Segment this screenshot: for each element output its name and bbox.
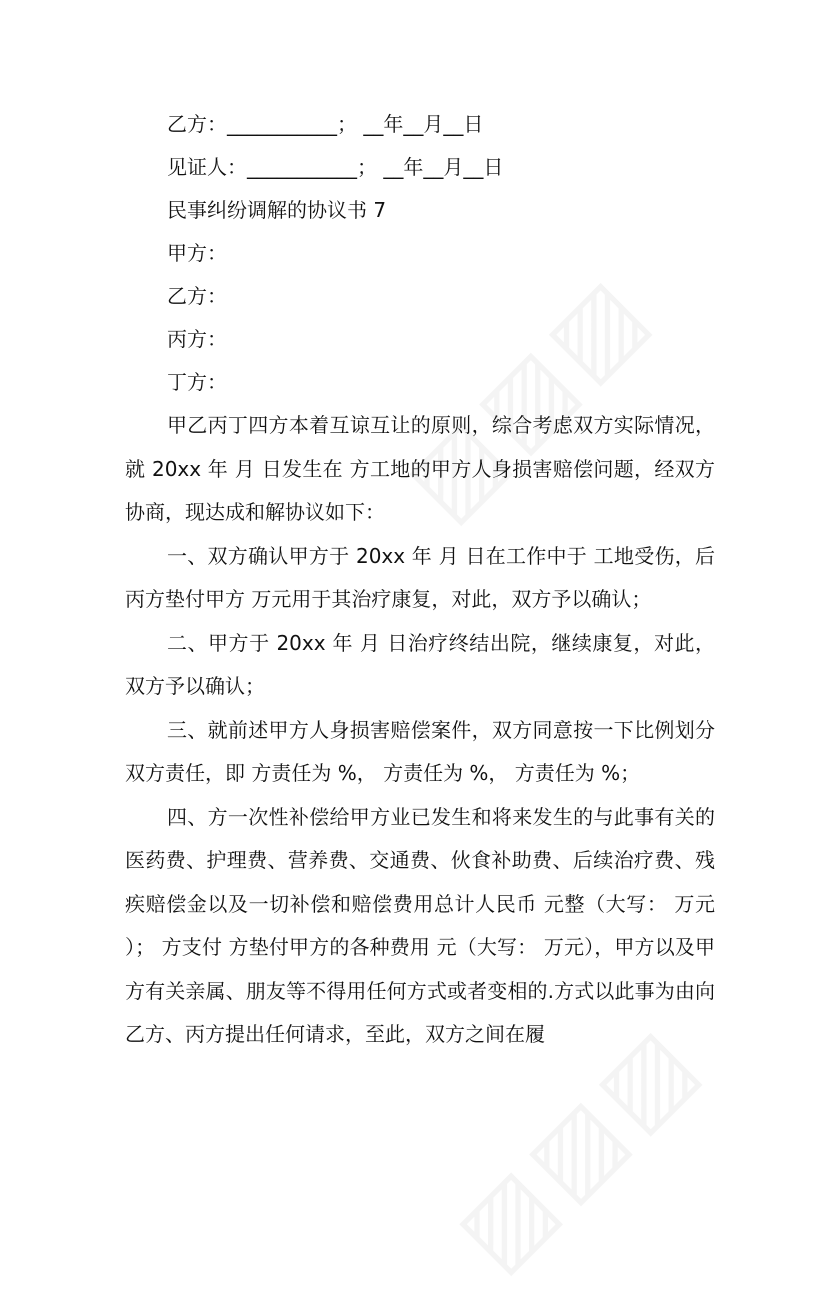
document-body — [125, 103, 715, 1057]
paragraph-intro: 甲乙丙丁四方本着互谅互让的原则，综合考虑双方实际情况，就 20xx 年 月 日发生在 方工地的甲方人身损害赔偿问题，经双方协商，现达成和解协议如下： — [125, 413, 715, 524]
paragraph-clause-2: 二、甲方于 20xx 年 月 日治疗终结出院，继续康复，对此，双方予以确认； — [125, 630, 715, 698]
paragraph-clause-4: 四、方一次性补偿给甲方业已发生和将来发生的与此事有关的医药费、护理费、营养费、交通费、伙食补助费、后续治疗费、残疾赔偿金以及一切补偿和赔偿费用总计人民币 元整（大写： 万元 ）； 方支付 方垫付甲方的各种费用 元（大写： 万元），甲方以及甲方有关亲属、朋友等不得用任何方式或者变相的.方式以此事为由向乙方、丙方提出任何请求，至此，双方之间在履 — [125, 804, 715, 1046]
signature-party-b: 乙方：___________； __年__月__日 — [167, 112, 484, 136]
agreement-title: 民事纠纷调解的协议书 7 — [167, 198, 387, 222]
paragraph-clause-1: 一、双方确认甲方于 20xx 年 月 日在工作中于 工地受伤，后丙方垫付甲方 万元用于其治疗康复，对此，双方予以确认； — [125, 543, 715, 611]
party-a-line: 甲方： — [167, 241, 227, 265]
signature-witness: 见证人：___________； __年__月__日 — [167, 155, 504, 179]
paragraph-clause-3: 三、就前述甲方人身损害赔偿案件，双方同意按一下比例划分双方责任，即 方责任为 %， 方责任为 %， 方责任为 %； — [125, 717, 715, 785]
party-c-line: 丙方： — [167, 327, 227, 351]
party-b-line: 乙方： — [167, 284, 227, 308]
party-d-line: 丁方： — [167, 370, 227, 394]
